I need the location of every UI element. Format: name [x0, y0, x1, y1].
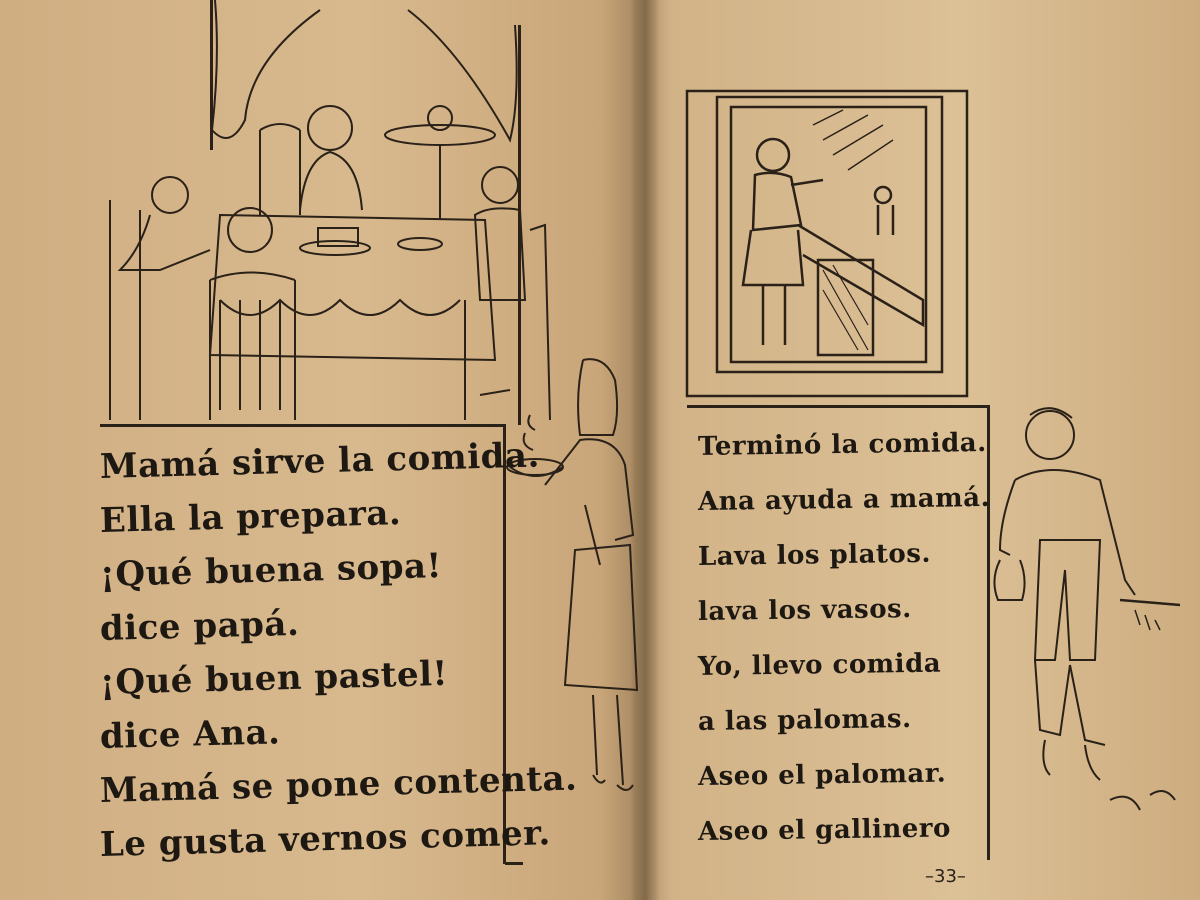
right-line-3: Lava los platos.: [697, 538, 932, 572]
right-page: [655, 0, 1200, 900]
right-line-4: lava los vasos.: [697, 594, 912, 627]
left-line-3: ¡Qué buena sopa!: [99, 546, 443, 595]
left-line-1: Mamá sirve la comida.: [99, 435, 541, 487]
left-line-5: ¡Qué buen pastel!: [99, 653, 449, 703]
right-line-1: Terminó la comida.: [697, 427, 987, 462]
right-line-7: Aseo el palomar.: [697, 758, 947, 792]
right-frame-top: [687, 405, 989, 408]
girl-washing-dishes-illustration: [683, 85, 973, 400]
right-line-8: Aseo el gallinero: [697, 813, 952, 847]
page-number: –33–: [925, 866, 966, 887]
left-line-2: Ella la prepara.: [99, 493, 402, 541]
left-page-text: [99, 435, 578, 872]
left-line-8: Le gusta vernos comer.: [99, 813, 552, 865]
boy-with-basket-illustration: [990, 400, 1190, 840]
right-line-5: Yo, llevo comida: [697, 648, 942, 682]
right-line-2: Ana ayuda a mamá.: [697, 482, 991, 517]
left-line-4: dice papá.: [99, 603, 300, 649]
right-line-6: a las palomas.: [697, 704, 912, 737]
right-page-text: [698, 420, 990, 860]
left-line-7: Mamá se pone contenta.: [99, 758, 578, 811]
family-dinner-illustration: [100, 0, 560, 425]
left-line-6: dice Ana.: [99, 712, 281, 757]
